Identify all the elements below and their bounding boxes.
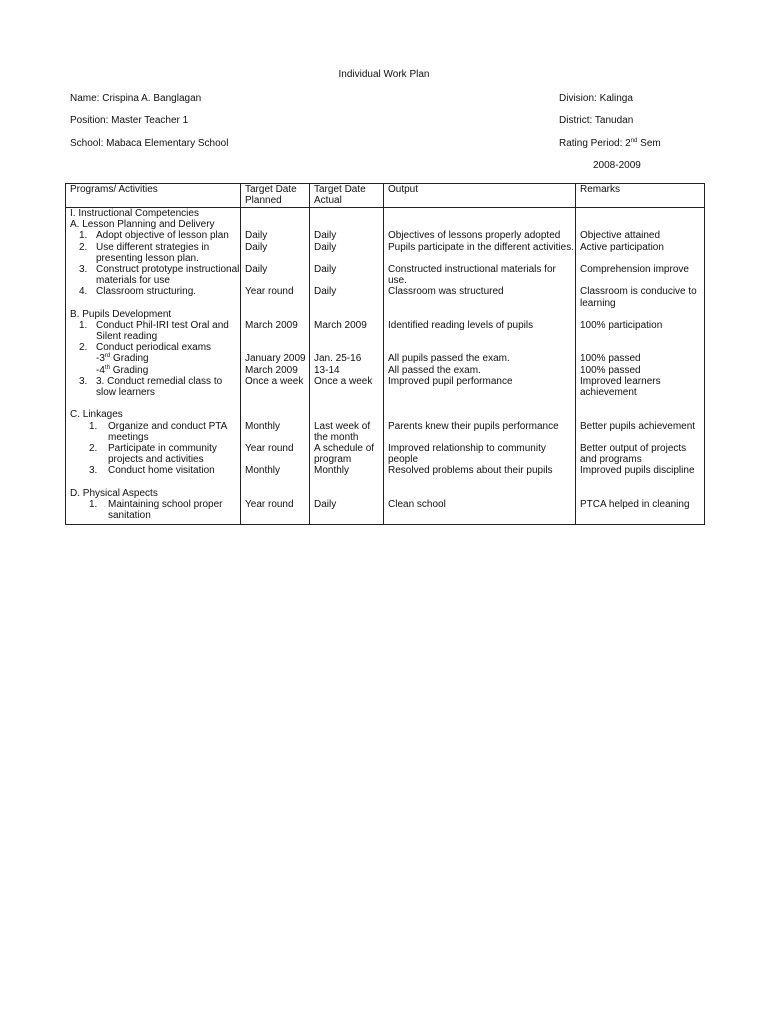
- activity-subitem: -4th Grading: [96, 364, 149, 376]
- section-subtitle: A. Lesson Planning and Delivery: [70, 219, 215, 231]
- activity-item: 3. Conduct home visitation: [89, 465, 215, 477]
- section-title: I. Instructional Competencies: [70, 208, 199, 219]
- activity-item: 1. Organize and conduct PTA: [89, 420, 228, 432]
- division-field: Division: Kalinga: [559, 93, 633, 104]
- activity-item: 1. Conduct Phil-IRI test Oral and: [79, 319, 229, 331]
- activity-item: 2. Use different strategies in: [79, 241, 210, 253]
- header-target-actual: Target Date Actual: [310, 184, 384, 208]
- output-cell: Objectives of lessons properly adopted Pupils participate in the different activities. Constructed instructional materials for use. Classroom was structured Identified reading levels of pupils All pupils passed the exam. All passed the exam. Improved pupil performance Parents knew their pupils performance Improved relationship to community people Resolved problems about their pupils Clean school: [384, 208, 576, 525]
- programs-cell: I. Instructional Competencies A. Lesson Planning and Delivery 1. Adopt objective of lesson plan 2. Use different strategies in presenting lesson plan. 3. Construct prototype instructional materials for use 4. Classroom structuring. B. Pupils Development 1. Conduct Phil-IRI test Oral and Silent reading 2. Conduct periodical exams -3rd Grading -4th Grading 3. 3. Conduct remedial class to slow learners C. Linkages 1. Organize and conduct PTA meetings 2. Participate in community projects and activities 3. Conduct home visitation D. Physical Aspects 1. Maintaining school proper sanitation: [66, 208, 241, 525]
- activity-item: 2. Participate in community: [89, 442, 217, 454]
- section-title: C. Linkages: [70, 409, 123, 421]
- header-output: Output: [384, 184, 576, 208]
- district-field: District: Tanudan: [559, 115, 634, 126]
- school-field: School: Mabaca Elementary School: [70, 138, 229, 149]
- header-programs: Programs/ Activities: [66, 184, 241, 208]
- section-title: D. Physical Aspects: [70, 487, 158, 499]
- table-body-row: [66, 208, 705, 525]
- remarks-cell: Objective attained Active participation Comprehension improve Classroom is conducive to learning 100% participation 100% passed 100% passed Improved learners achievement Better pupils achievement Better output of projects and programs Improved pupils discipline PTCA helped in cleaning: [576, 208, 705, 525]
- header-remarks: Remarks: [576, 184, 705, 208]
- section-title: B. Pupils Development: [70, 308, 172, 320]
- activity-item: 1. Maintaining school proper: [89, 498, 223, 510]
- school-year: 2008-2009: [593, 160, 641, 171]
- activity-item: 2. Conduct periodical exams: [79, 342, 212, 354]
- header-target-planned: Target Date Planned: [241, 184, 310, 208]
- planned-cell: Daily Daily Daily Year round March 2009 January 2009 March 2009 Once a week Monthly Year round Monthly Year round: [241, 208, 310, 525]
- name-field: Name: Crispina A. Banglagan: [70, 93, 202, 104]
- activity-item: 1. Adopt objective of lesson plan: [79, 230, 229, 242]
- position-field: Position: Master Teacher 1: [70, 115, 189, 126]
- work-plan-table: [65, 183, 705, 525]
- activity-item: 3. 3. Conduct remedial class to: [79, 375, 223, 387]
- activity-subitem: -3rd Grading: [96, 353, 149, 365]
- actual-cell: Daily Daily Daily Daily March 2009 Jan. 25-16 13-14 Once a week Last week of the month A schedule of program Monthly Daily: [310, 208, 384, 525]
- document-title: Individual Work Plan: [338, 69, 430, 80]
- activity-item: 4. Classroom structuring.: [79, 286, 197, 298]
- rating-period-field: Rating Period: 2nd Sem: [559, 138, 661, 149]
- activity-item: 3. Construct prototype instructional: [79, 263, 240, 275]
- table-header-row: [66, 184, 705, 208]
